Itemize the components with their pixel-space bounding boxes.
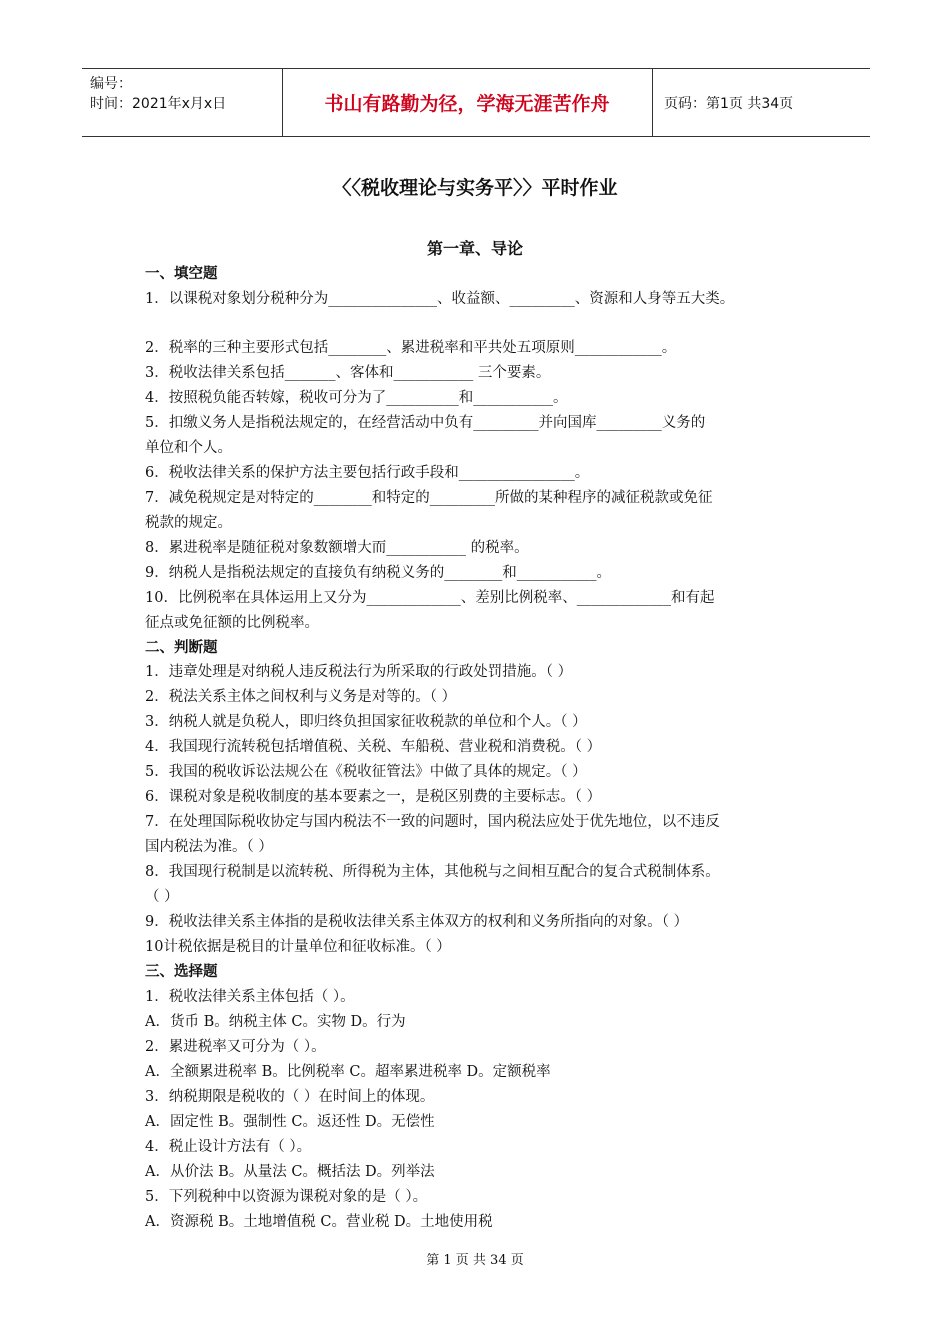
choice-line: A．资源税 B。土地增值税 C。营业税 D。土地使用税	[145, 1214, 493, 1230]
number-label: 编号：	[90, 76, 132, 92]
fill-line: 税款的规定。	[145, 515, 232, 531]
judge-line: 5．我国的税收诉讼法规公在《税收征管法》中做了具体的规定。（ ）	[145, 764, 587, 780]
fill-line: 6．税收法律关系的保护方法主要包括行政手段和________________。	[145, 465, 590, 481]
page-header	[82, 68, 870, 137]
section-judge-heading: 二、判断题	[145, 640, 218, 656]
fill-line: 征点或免征额的比例税率。	[145, 615, 319, 631]
choice-line: 4．税止设计方法有（ ）。	[145, 1139, 312, 1155]
choice-line: 5．下列税种中以资源为课税对象的是（ ）。	[145, 1189, 428, 1205]
judge-line: 9．税收法律关系主体指的是税收法律关系主体双方的权利和义务所指向的对象。（ ）	[145, 914, 689, 930]
judge-line: 6．课税对象是税收制度的基本要素之一，是税区别费的主要标志。（ ）	[145, 789, 602, 805]
choice-line: A．全额累进税率 B。比例税率 C。超率累进税率 D。定额税率	[145, 1064, 551, 1080]
choice-line: A．从价法 B。从量法 C。概括法 D。列举法	[145, 1164, 435, 1180]
fill-line: 7．减免税规定是对特定的________和特定的_________所做的某种程序的减征税款或免征	[145, 490, 713, 506]
section-fill-heading: 一、填空题	[145, 266, 218, 282]
section-choice-heading: 三、选择题	[145, 964, 218, 980]
choice-line: 3．纳税期限是税收的（ ）在时间上的体现。	[145, 1089, 435, 1105]
header-page-cell	[652, 69, 870, 136]
judge-line: 2．税法关系主体之间权利与义务是对等的。（ ）	[145, 689, 457, 705]
judge-line: 3．纳税人就是负税人，即归终负担国家征收税款的单位和个人。（ ）	[145, 714, 587, 730]
choice-line: 1．税收法律关系主体包括（ ）。	[145, 989, 355, 1005]
fill-line: 5．扣缴义务人是指税法规定的，在经营活动中负有_________并向国库_________义务的	[145, 415, 706, 431]
fill-line: 3．税收法律关系包括_______、客体和___________ 三个要素。	[145, 365, 551, 381]
page-info: 页码：第1页 共34页	[664, 95, 794, 112]
judge-line: （ ）	[145, 889, 179, 905]
header-motto-cell	[282, 69, 653, 136]
chapter-heading: 第一章、导论	[426, 239, 523, 258]
document-title: 〈〈税收理论与实务平〉〉平时作业	[332, 177, 618, 199]
judge-line: 10计税依据是税目的计量单位和征收标准。（ ）	[145, 939, 451, 955]
choice-line: 2．累进税率又可分为（ ）。	[145, 1039, 326, 1055]
judge-line: 8．我国现行税制是以流转税、所得税为主体，其他税与之间相互配合的复合式税制体系。	[145, 864, 720, 880]
fill-line: 10．比例税率在具体运用上又分为_____________、差别比例税率、_____________和有起	[145, 590, 715, 606]
motto: 书山有路勤为径，学海无涯苦作舟	[324, 93, 610, 115]
time-label: 时间：2021年x月x日	[90, 96, 227, 112]
fill-line: 8．累进税率是随征税对象数额增大而___________ 的税率。	[145, 540, 529, 556]
fill-line: 2．税率的三种主要形式包括________、累进税率和平共处五项原则____________。	[145, 340, 677, 356]
choice-line: A．固定性 B。强制性 C。返还性 D。无偿性	[145, 1114, 435, 1130]
fill-line: 9．纳税人是指税法规定的直接负有纳税义务的________和___________。	[145, 565, 611, 581]
header-meta	[82, 69, 283, 136]
fill-line: 4．按照税负能否转嫁，税收可分为了__________和___________。	[145, 390, 568, 406]
fill-line: 单位和个人。	[145, 440, 232, 456]
judge-line: 7．在处理国际税收协定与国内税法不一致的问题时，国内税法应处于优先地位，以不违反	[145, 814, 720, 830]
judge-line: 国内税法为准。（ ）	[145, 839, 273, 855]
choice-line: A．货币 B。纳税主体 C。实物 D。行为	[145, 1014, 406, 1030]
judge-line: 1．违章处理是对纳税人违反税法行为所采取的行政处罚措施。（ ）	[145, 664, 573, 680]
page-footer: 第 1 页 共 34 页	[426, 1253, 524, 1268]
judge-line: 4．我国现行流转税包括增值税、关税、车船税、营业税和消费税。（ ）	[145, 739, 602, 755]
fill-line: 1．以课税对象划分税种分为_______________、收益额、_________、资源和人身等五大类。	[145, 291, 735, 307]
